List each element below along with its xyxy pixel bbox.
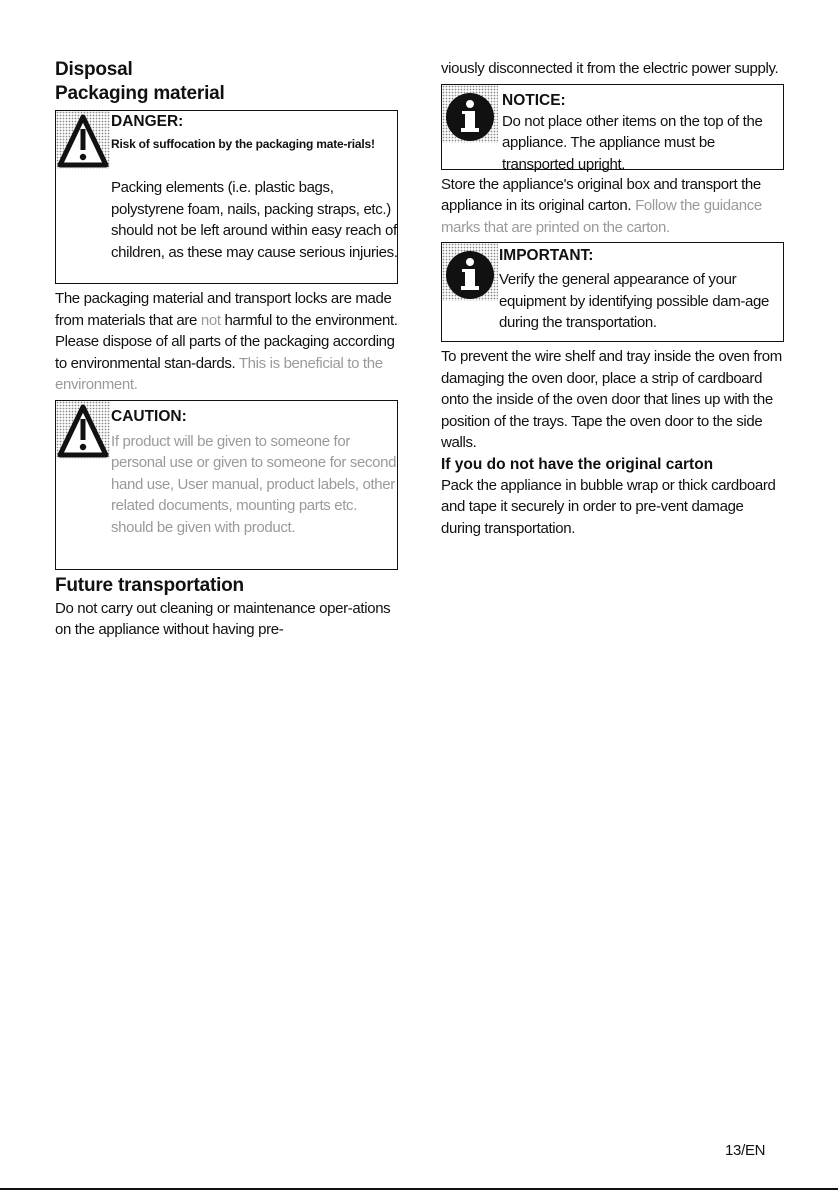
- info-icon: [442, 85, 498, 143]
- packaging-paragraph: [55, 288, 398, 396]
- future-transportation-heading: Future transportation: [55, 574, 244, 596]
- future-transportation-text: Do not carry out cleaning or maintenance oper-ations on the appliance without having pre-: [55, 599, 391, 638]
- store-text-main: Store the appliance's original box and transport the appliance in its original carton.: [441, 175, 761, 214]
- important-title: IMPORTANT:: [499, 247, 594, 264]
- caution-title: CAUTION:: [111, 407, 187, 425]
- packaging-text-main: The packaging material and transport locks are made from materials that are: [55, 290, 392, 329]
- caution-box: [55, 400, 398, 570]
- notice-body: Do not place other items on the top of the appliance. The appliance must be transported upright.: [502, 112, 763, 173]
- warning-triangle-icon: [56, 401, 110, 459]
- danger-box: [55, 110, 398, 284]
- important-box: [441, 242, 784, 342]
- continued-text: viously disconnected it from the electric power supply.: [441, 60, 779, 77]
- store-paragraph: [441, 174, 784, 239]
- warning-triangle-icon: [56, 111, 110, 169]
- page-number: 13/EN: [725, 1142, 766, 1159]
- no-carton-heading: If you do not have the original carton: [441, 455, 714, 473]
- no-carton-text: Pack the appliance in bubble wrap or thick cardboard and tape it securely in order to pre-vent damage during transportation.: [441, 476, 776, 537]
- packaging-text-rest: harmful to the environment. Please dispose of all parts of the packaging according to environmental stan-dards.: [55, 311, 398, 372]
- packaging-heading: Packaging material: [55, 83, 225, 104]
- store-text-faded: Follow the guidance marks that are printed on the carton.: [441, 197, 762, 236]
- disposal-heading: Disposal: [55, 59, 133, 80]
- right-column: [441, 58, 784, 539]
- danger-body: Packing elements (i.e. plastic bags, polystyrene foam, nails, packing straps, etc.) should not be left around within easy reach of children, as these may cause serious injuries.: [111, 179, 398, 261]
- danger-subtitle: Risk of suffocation by the packaging mate-rials!: [111, 137, 375, 151]
- packaging-text-faded: This is beneficial to the environment.: [55, 354, 383, 393]
- prevent-damage-text: To prevent the wire shelf and tray inside the oven from damaging the oven door, place a strip of cardboard onto the inside of the oven door that lines up with the position of the trays. Tape the oven door to the side walls.: [441, 348, 782, 451]
- bottom-divider: [0, 1188, 838, 1190]
- info-icon: [442, 243, 498, 301]
- notice-box: [441, 84, 784, 173]
- caution-body: If product will be given to someone for personal use or given to someone for second hand use, User manual, product labels, other related documents, mounting parts etc. should be given with product.: [111, 432, 397, 536]
- packaging-text-not: not: [200, 311, 221, 329]
- important-body: Verify the general appearance of your equipment by identifying possible dam-age during the transportation.: [499, 271, 769, 331]
- left-column: [55, 58, 398, 641]
- danger-title: DANGER:: [111, 113, 184, 130]
- notice-title: NOTICE:: [502, 91, 566, 109]
